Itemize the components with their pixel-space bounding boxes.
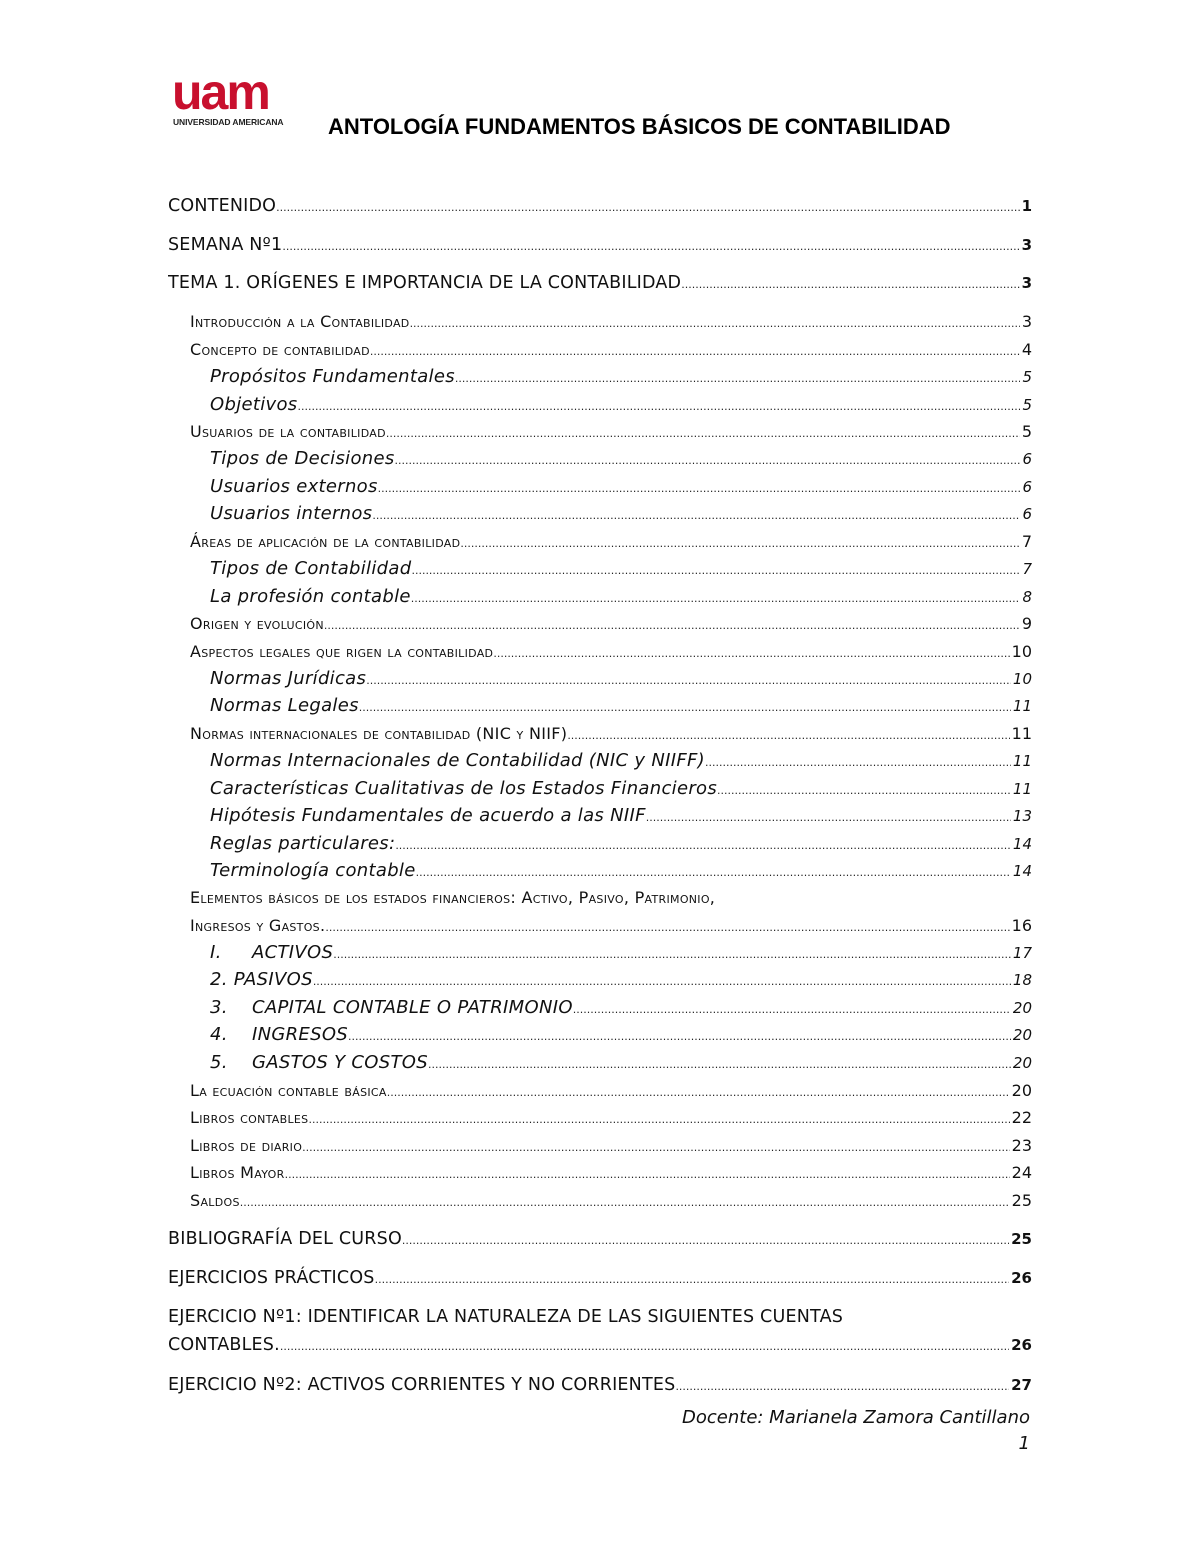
toc-entry-text: Normas internacionales de contabilidad (NIC y NIIF): [190, 724, 568, 743]
toc-entry-propositos[interactable]: [210, 363, 1032, 391]
dot-leader: [378, 475, 1021, 501]
toc-entry-text: Propósitos Fundamentales: [210, 366, 455, 387]
dot-leader: [646, 804, 1011, 830]
dot-leader: [675, 1373, 1009, 1399]
dot-leader: [428, 1051, 1011, 1077]
document-title: ANTOLOGÍA FUNDAMENTOS BÁSICOS DE CONTABILIDAD: [328, 114, 951, 139]
toc-entry-text: Normas Internacionales de Contabilidad (NIC y NIIFF): [210, 750, 705, 771]
logo-letters: uam: [172, 64, 269, 120]
toc-entry-label: GASTOS Y COSTOS: [252, 1052, 428, 1073]
toc-entry-text: Usuarios externos: [210, 476, 378, 497]
toc-entry-text: Tipos de Decisiones: [210, 448, 395, 469]
dot-leader: [411, 557, 1020, 583]
toc-entry-text: La ecuación contable básica: [190, 1081, 387, 1100]
toc-entry-aspectos-legales[interactable]: [190, 638, 1032, 666]
toc-page-number: 8: [1022, 588, 1032, 606]
toc-entry-text: Libros de diario: [190, 1136, 303, 1155]
toc-page-number: 13: [1012, 807, 1032, 825]
toc-entry-text: BIBLIOGRAFÍA DEL CURSO: [168, 1229, 402, 1249]
toc-page-number: 20: [1012, 999, 1032, 1017]
dot-leader: [717, 777, 1011, 803]
dot-leader: [681, 271, 1019, 297]
toc-entry-text: Normas Legales: [210, 695, 359, 716]
toc-page-number: 4: [1021, 340, 1032, 359]
dot-leader: [324, 612, 1020, 638]
dot-leader: [567, 722, 1009, 748]
toc-page-number: 10: [1012, 670, 1032, 688]
dot-leader: [410, 310, 1020, 336]
toc-entry-concepto[interactable]: [190, 336, 1032, 364]
toc-page-number: 3: [1021, 312, 1032, 331]
toc-entry-capital[interactable]: [210, 994, 1032, 1022]
toc-page-number: 26: [1011, 1269, 1032, 1287]
toc-entry-text: [210, 1049, 428, 1077]
toc-entry-saldos[interactable]: [190, 1187, 1032, 1215]
toc-entry-text: Terminología contable: [210, 860, 416, 881]
dot-leader: [366, 667, 1011, 693]
toc-page-number: 14: [1012, 862, 1032, 880]
logo-subtitle: UNIVERSIDAD AMERICANA: [173, 117, 284, 127]
toc-entry-text: Introducción a la Contabilidad: [190, 312, 410, 331]
toc-page-number: 27: [1011, 1376, 1032, 1394]
toc-entry-text: Usuarios internos: [210, 503, 373, 524]
toc-entry-normas-internacionales[interactable]: [190, 720, 1032, 748]
list-number: 3.: [210, 997, 228, 1018]
toc-entry-label: ACTIVOS: [252, 942, 334, 963]
dot-leader: [313, 968, 1011, 994]
toc-entry-text: CONTENIDO: [168, 196, 277, 216]
toc-entry-tema-1[interactable]: [168, 269, 1032, 297]
dot-leader: [333, 941, 1011, 967]
dot-leader: [240, 1189, 1010, 1215]
toc-page-number: 22: [1011, 1108, 1032, 1127]
toc-page-number: 25: [1011, 1191, 1032, 1210]
footer-docente: Docente: Marianela Zamora Cantillano: [682, 1407, 1030, 1428]
list-number: 4.: [210, 1024, 228, 1045]
toc-page-number: 5: [1022, 396, 1032, 414]
toc-entry-ejercicio-1[interactable]: [168, 1303, 1032, 1355]
toc-entry-text: Características Cualitativas de los Estados Financieros: [210, 778, 718, 799]
toc-entry-ecuacion[interactable]: [190, 1077, 1032, 1105]
toc-entry-text: Concepto de contabilidad: [190, 340, 370, 359]
toc-entry-text: Libros contables: [190, 1108, 309, 1127]
toc-entry-text: [210, 939, 333, 967]
footer-page-number: 1: [1018, 1433, 1030, 1454]
toc-page-number: 7: [1022, 560, 1032, 578]
toc-entry-text: Normas Jurídicas: [210, 668, 367, 689]
toc-entry-label: INGRESOS: [252, 1024, 349, 1045]
toc-page-number: 14: [1012, 835, 1032, 853]
toc-page-number: 1: [1021, 197, 1032, 215]
toc-entry-tipos-contabilidad[interactable]: [210, 555, 1032, 583]
toc-page-number: 11: [1012, 780, 1032, 798]
toc-entry-bibliografia[interactable]: [168, 1225, 1032, 1253]
dot-leader: [302, 1134, 1009, 1160]
dot-leader: [282, 233, 1019, 259]
dot-leader: [359, 694, 1011, 720]
toc-entry-ejercicios-practicos[interactable]: [168, 1264, 1032, 1292]
toc-page-number: 5: [1021, 422, 1032, 441]
dot-leader: [416, 859, 1011, 885]
dot-leader: [280, 1333, 1009, 1359]
toc-entry-text: Aspectos legales que rigen la contabilidad: [190, 642, 494, 661]
dot-leader: [395, 832, 1011, 858]
toc-entry-objetivos[interactable]: [210, 391, 1032, 419]
toc-page-number: 5: [1022, 368, 1032, 386]
dot-leader: [348, 1023, 1011, 1049]
toc-entry-libros-contables[interactable]: [190, 1104, 1032, 1132]
toc-entry-ejercicio-2[interactable]: [168, 1371, 1032, 1399]
dot-leader: [395, 447, 1021, 473]
toc-entry-text: Libros Mayor: [190, 1163, 285, 1182]
toc-page-number: 20: [1011, 1081, 1032, 1100]
toc-entry-usuarios-externos[interactable]: [210, 473, 1032, 501]
dot-leader: [387, 1079, 1010, 1105]
toc-entry-text: Objetivos: [210, 394, 298, 415]
toc-page-number: 10: [1011, 642, 1032, 661]
toc-entry-text-line1: Elementos básicos de los estados financieros: Activo, Pasivo, Patrimonio,: [190, 888, 716, 907]
toc-page-number: 26: [1011, 1336, 1032, 1354]
toc-entry-introduccion[interactable]: [190, 308, 1032, 336]
toc-entry-gastos[interactable]: [210, 1049, 1032, 1077]
toc-page-number: 3: [1021, 274, 1032, 292]
toc-entry-text: La profesión contable: [210, 586, 411, 607]
dot-leader: [493, 640, 1009, 666]
dot-leader: [705, 749, 1011, 775]
toc-entry-text: TEMA 1. ORÍGENES E IMPORTANCIA DE LA CONTABILIDAD: [168, 273, 682, 293]
toc-entry-text-line2: CONTABLES.: [168, 1335, 280, 1355]
dot-leader: [402, 1227, 1009, 1253]
toc-entry-text: SEMANA Nº1: [168, 235, 283, 255]
toc-page-number: 16: [1011, 916, 1032, 935]
toc-page-number: 24: [1011, 1163, 1032, 1182]
dot-leader: [297, 393, 1020, 419]
toc-entry-usuarios[interactable]: [190, 418, 1032, 446]
toc-entry-normas-juridicas[interactable]: [210, 665, 1032, 693]
dot-leader: [460, 530, 1019, 556]
toc-entry-text-line1: EJERCICIO Nº1: IDENTIFICAR LA NATURALEZA DE LAS SIGUIENTES CUENTAS: [168, 1307, 844, 1327]
toc-entry-text: Áreas de aplicación de la contabilidad: [190, 532, 461, 551]
toc-entry-libros-mayor[interactable]: [190, 1159, 1032, 1187]
toc-entry-text: [210, 1021, 348, 1049]
toc-page-number: 6: [1022, 478, 1032, 496]
toc-entry-reglas[interactable]: [210, 830, 1032, 858]
toc-entry-text: EJERCICIOS PRÁCTICOS: [168, 1268, 375, 1288]
dot-leader: [375, 1266, 1010, 1292]
toc-entry-libros-diario[interactable]: [190, 1132, 1032, 1160]
toc-entry-text: [210, 994, 573, 1022]
toc-entry-text: Tipos de Contabilidad: [210, 558, 412, 579]
dot-leader: [573, 996, 1011, 1022]
toc-entry-text: Usuarios de la contabilidad: [190, 422, 386, 441]
toc-entry-activos[interactable]: [210, 939, 1032, 967]
toc-entry-terminologia[interactable]: [210, 857, 1032, 885]
toc-page-number: 6: [1022, 505, 1032, 523]
toc-page-number: 3: [1021, 236, 1032, 254]
dot-leader: [411, 585, 1021, 611]
toc-page-number: 11: [1011, 724, 1032, 743]
toc-entry-text: Hipótesis Fundamentales de acuerdo a las NIIF: [210, 805, 646, 826]
toc-page-number: 7: [1021, 532, 1032, 551]
toc-entry-text: 2. PASIVOS: [210, 969, 313, 990]
toc-page-number: 25: [1011, 1230, 1032, 1248]
toc-entry-tipos-decisiones[interactable]: [210, 445, 1032, 473]
list-number: I.: [210, 942, 222, 963]
toc-page-number: 9: [1021, 614, 1032, 633]
toc-page-number: 20: [1012, 1054, 1032, 1072]
toc-entry-text: EJERCICIO Nº2: ACTIVOS CORRIENTES Y NO CORRIENTES: [168, 1375, 676, 1395]
toc-entry-usuarios-internos[interactable]: [210, 500, 1032, 528]
toc-entry-origen[interactable]: [190, 610, 1032, 638]
toc-entry-label: CAPITAL CONTABLE O PATRIMONIO: [252, 997, 573, 1018]
dot-leader: [285, 1161, 1010, 1187]
dot-leader: [386, 420, 1020, 446]
toc-page-number: 11: [1012, 752, 1032, 770]
dot-leader: [370, 338, 1020, 364]
dot-leader: [455, 365, 1021, 391]
toc-entry-areas[interactable]: [190, 528, 1032, 556]
toc-page-number: 23: [1011, 1136, 1032, 1155]
toc-entry-text: Reglas particulares:: [210, 833, 396, 854]
toc-entry-hipotesis[interactable]: [210, 802, 1032, 830]
toc-entry-text-line2: Ingresos y Gastos.: [190, 916, 326, 935]
toc-entry-caracteristicas[interactable]: [210, 775, 1032, 803]
list-number: 5.: [210, 1052, 228, 1073]
dot-leader: [276, 194, 1019, 220]
toc-page-number: 17: [1012, 944, 1032, 962]
dot-leader: [372, 502, 1020, 528]
toc-entry-contenido[interactable]: [168, 192, 1032, 220]
toc-page-number: 11: [1012, 697, 1032, 715]
toc-entry-text: Origen y evolución: [190, 614, 324, 633]
dot-leader: [325, 914, 1009, 940]
toc-entry-profesion[interactable]: [210, 583, 1032, 611]
toc-entry-pasivos[interactable]: [210, 966, 1032, 994]
toc-entry-text: Saldos: [190, 1191, 240, 1210]
toc-entry-normas-legales[interactable]: [210, 692, 1032, 720]
toc-page-number: 20: [1012, 1026, 1032, 1044]
toc-entry-semana-1[interactable]: [168, 231, 1032, 259]
table-of-contents: [168, 0, 1032, 1553]
toc-page-number: 18: [1012, 971, 1032, 989]
toc-entry-elementos-basicos[interactable]: [190, 884, 1032, 935]
dot-leader: [308, 1106, 1009, 1132]
toc-page-number: 6: [1022, 450, 1032, 468]
toc-entry-nic-niiff[interactable]: [210, 747, 1032, 775]
toc-entry-ingresos[interactable]: [210, 1021, 1032, 1049]
